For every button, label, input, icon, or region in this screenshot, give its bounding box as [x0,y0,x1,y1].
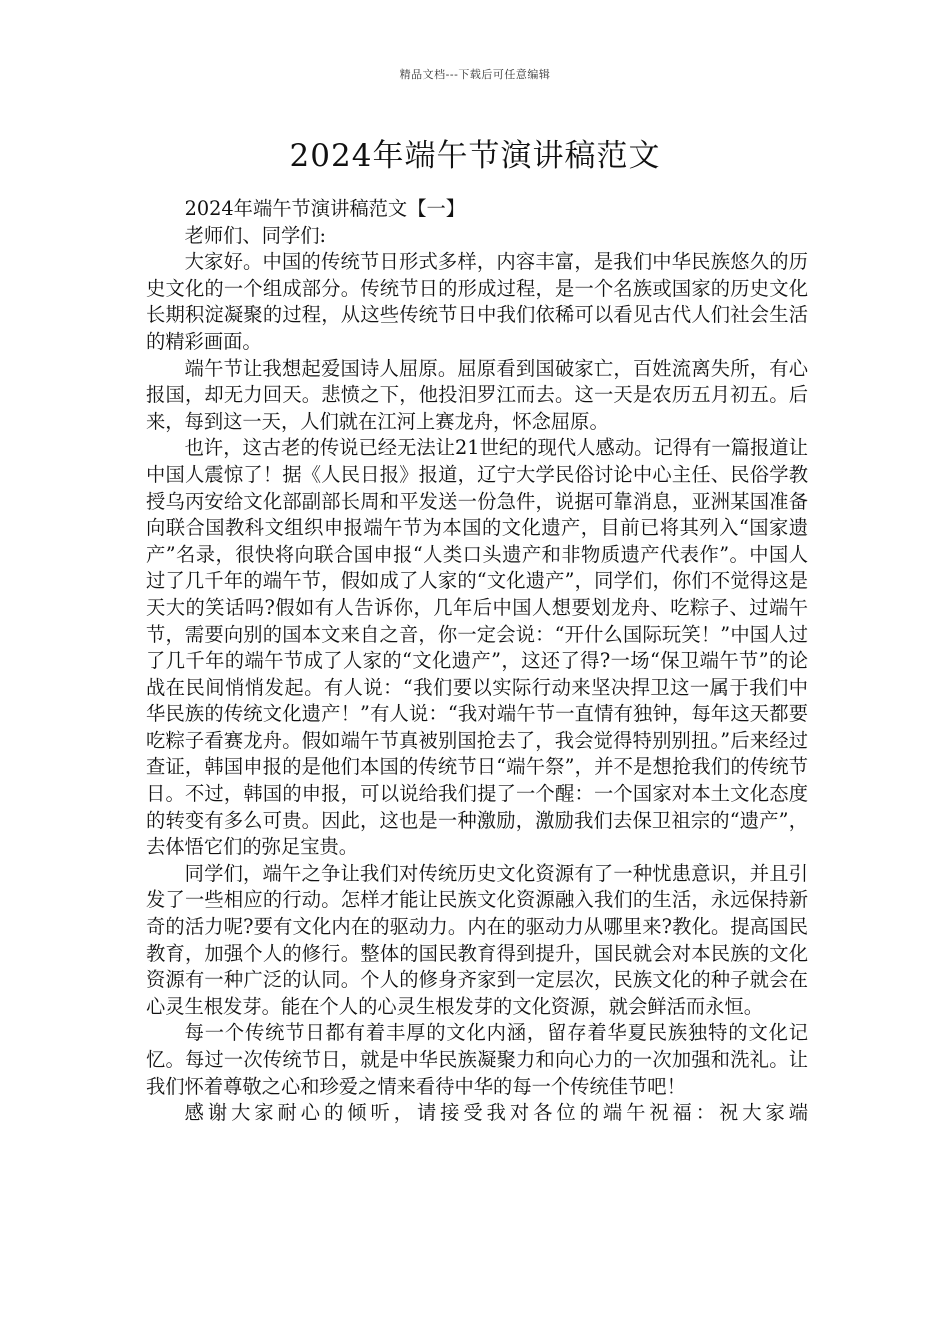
page-header-note: 精品文档---下载后可任意编辑 [399,68,551,81]
document-title: 2024年端午节演讲稿范文 [289,138,661,174]
document-body [146,196,808,1127]
body-paragraph: 大家好。中国的传统节日形式多样，内容丰富，是我们中华民族悠久的历史文化的一个组成部分。传统节日的形成过程，是一个名族或国家的历史文化长期积淀凝聚的过程，从这些传统节日中我们依稀可以看见古代人们社会生活的精彩画面。 [146,250,808,353]
subtitle-paragraph: 2024年端午节演讲稿范文【一】 [184,197,466,220]
body-paragraph: 端午节让我想起爱国诗人屈原。屈原看到国破家亡，百姓流离失所，有心报国，却无力回天。悲愤之下，他投汨罗江而去。这一天是农历五月初五。后来，每到这一天，人们就在江河上赛龙舟，怀念屈原。 [146,356,808,433]
body-paragraph: 感谢大家耐心的倾听，请接受我对各位的端午祝福：祝大家端 [184,1101,808,1125]
salutation-paragraph: 老师们、同学们: [184,223,327,247]
body-paragraph: 每一个传统节日都有着丰厚的文化内涵，留存着华夏民族独特的文化记忆。每过一次传统节日，就是中华民族凝聚力和向心力的一次加强和洗礼。让我们怀着尊敬之心和珍爱之情来看待中华的每一个传统佳节吧！ [146,1021,808,1098]
body-paragraph: 同学们，端午之争让我们对传统历史文化资源有了一种忧患意识，并且引发了一些相应的行动。怎样才能让民族文化资源融入我们的生活，永远保持新奇的活力呢?要有文化内在的驱动力。内在的驱动力从哪里来?教化。提高国民教育，加强个人的修行。整体的国民教育得到提升，国民就会对本民族的文化资源有一种广泛的认同。个人的修身齐家到一定层次，民族文化的种子就会在心灵生根发芽。能在个人的心灵生根发芽的文化资源，就会鲜活而永恒。 [146,861,808,1018]
body-paragraph: 也许，这古老的传说已经无法让21世纪的现代人感动。记得有一篇报道让中国人震惊了！据《人民日报》报道，辽宁大学民俗讨论中心主任、民俗学教授乌丙安给文化部副部长周和平发送一份急件，说据可靠消息，亚洲某国准备向联合国教科文组织申报端午节为本国的文化遗产，目前已将其列入“国家遗产”名录，很快将向联合国申报“人类口头遗产和非物质遗产代表作”。中国人过了几千年的端午节，假如成了人家的“文化遗产”，同学们，你们不觉得这是天大的笑话吗?假如有人告诉你，几年后中国人想要划龙舟、吃粽子、过端午节，需要向别的国本文来自之音，你一定会说：“开什么国际玩笑！”中国人过了几千年的端午节成了人家的“文化遗产”，这还了得?一场“保卫端午节”的论战在民间悄悄发起。有人说：“我们要以实际行动来坚决捍卫这一属于我们中华民族的传统文化遗产！”有人说：“我对端午节一直情有独钟，每年这天都要吃粽子看赛龙舟。假如端午节真被别国抢去了，我会觉得特别别扭。”后来经过查证，韩国申报的是他们本国的传统节日“端午祭”，并不是想抢我们的传统节日。不过，韩国的申报，可以说给我们提了一个醒：一个国家对本土文化态度的转变有多么可贵。因此，这也是一种激励，激励我们去保卫祖宗的“遗产”，去体悟它们的弥足宝贵。 [146,436,808,859]
